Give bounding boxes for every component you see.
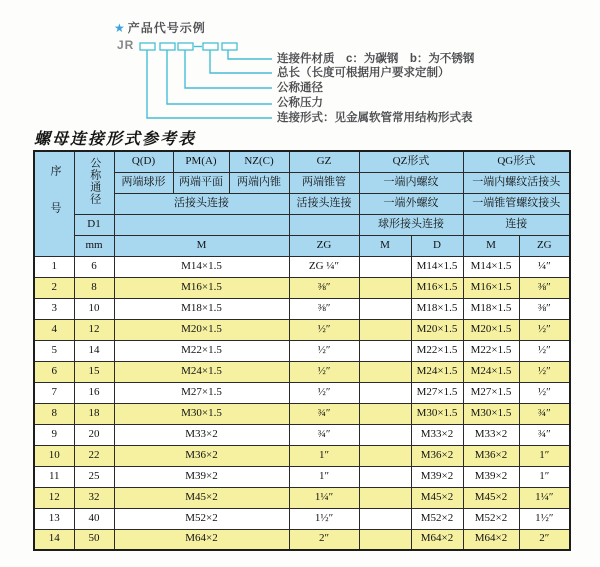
cell-m: M30×1.5 xyxy=(114,403,289,424)
header-q: Q(D) xyxy=(114,151,173,172)
cell-qg-zg: ½″ xyxy=(519,340,570,361)
cell-qg-zg: ½″ xyxy=(519,319,570,340)
cell-mm: 8 xyxy=(74,277,114,298)
cell-seq: 6 xyxy=(34,361,74,382)
table-row xyxy=(34,256,570,277)
cell-qg-zg: ⅜″ xyxy=(519,277,570,298)
header-qg-m: M xyxy=(463,235,519,256)
cell-mm: 32 xyxy=(74,487,114,508)
cell-qg-m: M24×1.5 xyxy=(463,361,519,382)
cell-qz-m xyxy=(359,508,411,529)
cell-qg-m: M22×1.5 xyxy=(463,340,519,361)
table-row xyxy=(34,466,570,487)
cell-seq: 4 xyxy=(34,319,74,340)
cell-qg-zg: 1″ xyxy=(519,466,570,487)
cell-zg: ZG ¼″ xyxy=(289,256,359,277)
cell-qg-m: M18×1.5 xyxy=(463,298,519,319)
cell-m: M22×1.5 xyxy=(114,340,289,361)
cell-m: M27×1.5 xyxy=(114,382,289,403)
cell-m: M36×2 xyxy=(114,445,289,466)
cell-seq: 13 xyxy=(34,508,74,529)
cell-mm: 10 xyxy=(74,298,114,319)
cell-mm: 50 xyxy=(74,529,114,550)
cell-qz-m xyxy=(359,529,411,550)
header-qg: QG形式 xyxy=(463,151,570,172)
cell-seq: 8 xyxy=(34,403,74,424)
cell-seq: 11 xyxy=(34,466,74,487)
cell-zg: 2″ xyxy=(289,529,359,550)
header-q-sub: 两端球形 xyxy=(114,172,173,193)
header-qz: QZ形式 xyxy=(359,151,463,172)
cell-qz-d: M30×1.5 xyxy=(411,403,463,424)
cell-qz-d: M22×1.5 xyxy=(411,340,463,361)
product-code-example-heading xyxy=(114,19,206,36)
cell-m: M24×1.5 xyxy=(114,361,289,382)
code-prefix: JR xyxy=(117,38,135,52)
cell-m: M16×1.5 xyxy=(114,277,289,298)
table-row xyxy=(34,445,570,466)
table-row xyxy=(34,529,570,550)
table-row xyxy=(34,340,570,361)
cell-qg-zg: 2″ xyxy=(519,529,570,550)
code-box-5 xyxy=(222,43,237,50)
cell-qg-zg: 1″ xyxy=(519,445,570,466)
cell-qz-d: M16×1.5 xyxy=(411,277,463,298)
cell-qz-d: M64×2 xyxy=(411,529,463,550)
cell-qz-m xyxy=(359,277,411,298)
header-qg-sub1: 一端内螺纹活接头 xyxy=(463,172,570,193)
cell-qz-m xyxy=(359,256,411,277)
cell-qz-m xyxy=(359,319,411,340)
cell-qg-m: M39×2 xyxy=(463,466,519,487)
header-empty-gz xyxy=(289,214,359,235)
header-nz: NZ(C) xyxy=(229,151,289,172)
cell-mm: 40 xyxy=(74,508,114,529)
cell-zg: ½″ xyxy=(289,382,359,403)
cell-qz-d: M20×1.5 xyxy=(411,319,463,340)
cell-mm: 18 xyxy=(74,403,114,424)
cell-qz-m xyxy=(359,424,411,445)
cell-qg-zg: 1¼″ xyxy=(519,487,570,508)
cell-zg: ⅜″ xyxy=(289,277,359,298)
diagram-label-material: 连接件材质 c：为碳钢 b：为不锈钢 xyxy=(277,53,475,65)
cell-m: M64×2 xyxy=(114,529,289,550)
nut-connection-reference-table xyxy=(33,150,571,551)
table-row xyxy=(34,382,570,403)
cell-mm: 20 xyxy=(74,424,114,445)
cell-zg: ¾″ xyxy=(289,424,359,445)
cell-qz-d: M18×1.5 xyxy=(411,298,463,319)
code-boxes xyxy=(140,43,237,50)
table-row xyxy=(34,319,570,340)
cell-qz-d: M45×2 xyxy=(411,487,463,508)
code-box-1 xyxy=(140,43,155,50)
cell-qz-m xyxy=(359,382,411,403)
code-diagram-svg xyxy=(110,36,280,128)
cell-qz-d: M36×2 xyxy=(411,445,463,466)
header-empty-left xyxy=(114,214,289,235)
cell-qg-zg: ⅜″ xyxy=(519,298,570,319)
cell-zg: 1″ xyxy=(289,445,359,466)
cell-zg: ⅜″ xyxy=(289,298,359,319)
header-qz-sub1: 一端内螺纹 xyxy=(359,172,463,193)
cell-qz-m xyxy=(359,487,411,508)
cell-m: M20×1.5 xyxy=(114,319,289,340)
header-gz-sub: 两端锥管 xyxy=(289,172,359,193)
cell-m: M52×2 xyxy=(114,508,289,529)
cell-qg-m: M36×2 xyxy=(463,445,519,466)
cell-seq: 12 xyxy=(34,487,74,508)
cell-zg: ¾″ xyxy=(289,403,359,424)
cell-qg-m: M14×1.5 xyxy=(463,256,519,277)
cell-qz-m xyxy=(359,340,411,361)
cell-qz-d: M14×1.5 xyxy=(411,256,463,277)
cell-seq: 1 xyxy=(34,256,74,277)
cell-seq: 14 xyxy=(34,529,74,550)
cell-qz-m xyxy=(359,466,411,487)
cell-qg-m: M27×1.5 xyxy=(463,382,519,403)
header-nz-sub: 两端内锥 xyxy=(229,172,289,193)
cell-qz-m xyxy=(359,298,411,319)
diagram-label-length: 总长（长度可根据用户要求定制） xyxy=(277,67,450,79)
header-d1: D1 xyxy=(74,214,114,235)
table-body xyxy=(34,256,570,550)
table-row xyxy=(34,403,570,424)
cell-m: M14×1.5 xyxy=(114,256,289,277)
diagram-label-pressure: 公称压力 xyxy=(277,97,323,109)
cell-seq: 3 xyxy=(34,298,74,319)
table-row xyxy=(34,508,570,529)
cell-mm: 15 xyxy=(74,361,114,382)
cell-qg-zg: ½″ xyxy=(519,361,570,382)
header-qz-sub2: 一端外螺纹 xyxy=(359,193,463,214)
product-code-example-label: 产品代号示例 xyxy=(127,21,206,35)
header-gz-union-connection: 活接头连接 xyxy=(289,193,359,214)
header-pm-sub: 两端平面 xyxy=(173,172,229,193)
cell-qg-m: M64×2 xyxy=(463,529,519,550)
leader-lines xyxy=(147,47,272,119)
cell-seq: 7 xyxy=(34,382,74,403)
cell-qg-m: M20×1.5 xyxy=(463,319,519,340)
table-row xyxy=(34,277,570,298)
cell-mm: 6 xyxy=(74,256,114,277)
code-box-2 xyxy=(160,43,175,50)
cell-m: M45×2 xyxy=(114,487,289,508)
table-row xyxy=(34,487,570,508)
cell-qz-m xyxy=(359,361,411,382)
cell-qz-d: M52×2 xyxy=(411,508,463,529)
cell-zg: 1¼″ xyxy=(289,487,359,508)
cell-seq: 5 xyxy=(34,340,74,361)
header-qg-sub3: 连接 xyxy=(463,214,570,235)
cell-m: M33×2 xyxy=(114,424,289,445)
header-nominal-diameter: 公称通径 xyxy=(74,151,114,214)
cell-m: M39×2 xyxy=(114,466,289,487)
cell-mm: 22 xyxy=(74,445,114,466)
cell-qg-m: M33×2 xyxy=(463,424,519,445)
cell-qg-zg: 1½″ xyxy=(519,508,570,529)
header-union-connection: 活接头连接 xyxy=(114,193,289,214)
code-box-4 xyxy=(203,43,218,50)
table-row xyxy=(34,298,570,319)
header-m-thread: M xyxy=(114,235,289,256)
cell-mm: 12 xyxy=(74,319,114,340)
cell-qg-zg: ¾″ xyxy=(519,403,570,424)
header-qz-m: M xyxy=(359,235,411,256)
header-qg-zg: ZG xyxy=(519,235,570,256)
star-icon: ★ xyxy=(114,21,126,35)
cell-qg-zg: ½″ xyxy=(519,382,570,403)
cell-seq: 10 xyxy=(34,445,74,466)
header-mm: mm xyxy=(74,235,114,256)
table-row xyxy=(34,424,570,445)
diagram-label-diameter: 公称通径 xyxy=(277,82,323,94)
cell-mm: 14 xyxy=(74,340,114,361)
cell-zg: 1″ xyxy=(289,466,359,487)
table-header xyxy=(34,151,570,256)
cell-qg-m: M45×2 xyxy=(463,487,519,508)
cell-mm: 25 xyxy=(74,466,114,487)
cell-zg: 1½″ xyxy=(289,508,359,529)
header-qz-d: D xyxy=(411,235,463,256)
cell-qz-d: M33×2 xyxy=(411,424,463,445)
cell-zg: ½″ xyxy=(289,340,359,361)
code-box-3 xyxy=(178,43,193,50)
cell-qz-m xyxy=(359,445,411,466)
header-seq: 序号 xyxy=(34,151,74,256)
cell-m: M18×1.5 xyxy=(114,298,289,319)
cell-qz-d: M39×2 xyxy=(411,466,463,487)
header-zg-thread: ZG xyxy=(289,235,359,256)
header-pm: PM(A) xyxy=(173,151,229,172)
cell-qz-d: M24×1.5 xyxy=(411,361,463,382)
cell-qg-m: M30×1.5 xyxy=(463,403,519,424)
cell-zg: ½″ xyxy=(289,361,359,382)
header-qz-sub3: 球形接头连接 xyxy=(359,214,463,235)
cell-qg-zg: ¾″ xyxy=(519,424,570,445)
cell-qz-m xyxy=(359,403,411,424)
table-title: 螺母连接形式参考表 xyxy=(34,131,197,148)
cell-qz-d: M27×1.5 xyxy=(411,382,463,403)
table-row xyxy=(34,361,570,382)
cell-qg-m: M52×2 xyxy=(463,508,519,529)
cell-mm: 16 xyxy=(74,382,114,403)
cell-seq: 2 xyxy=(34,277,74,298)
cell-seq: 9 xyxy=(34,424,74,445)
cell-zg: ½″ xyxy=(289,319,359,340)
cell-qg-zg: ¼″ xyxy=(519,256,570,277)
header-qg-sub2: 一端锥管螺纹接头 xyxy=(463,193,570,214)
header-gz: GZ xyxy=(289,151,359,172)
diagram-label-connection: 连接形式：见金属软管常用结构形式表 xyxy=(277,112,473,124)
cell-qg-m: M16×1.5 xyxy=(463,277,519,298)
